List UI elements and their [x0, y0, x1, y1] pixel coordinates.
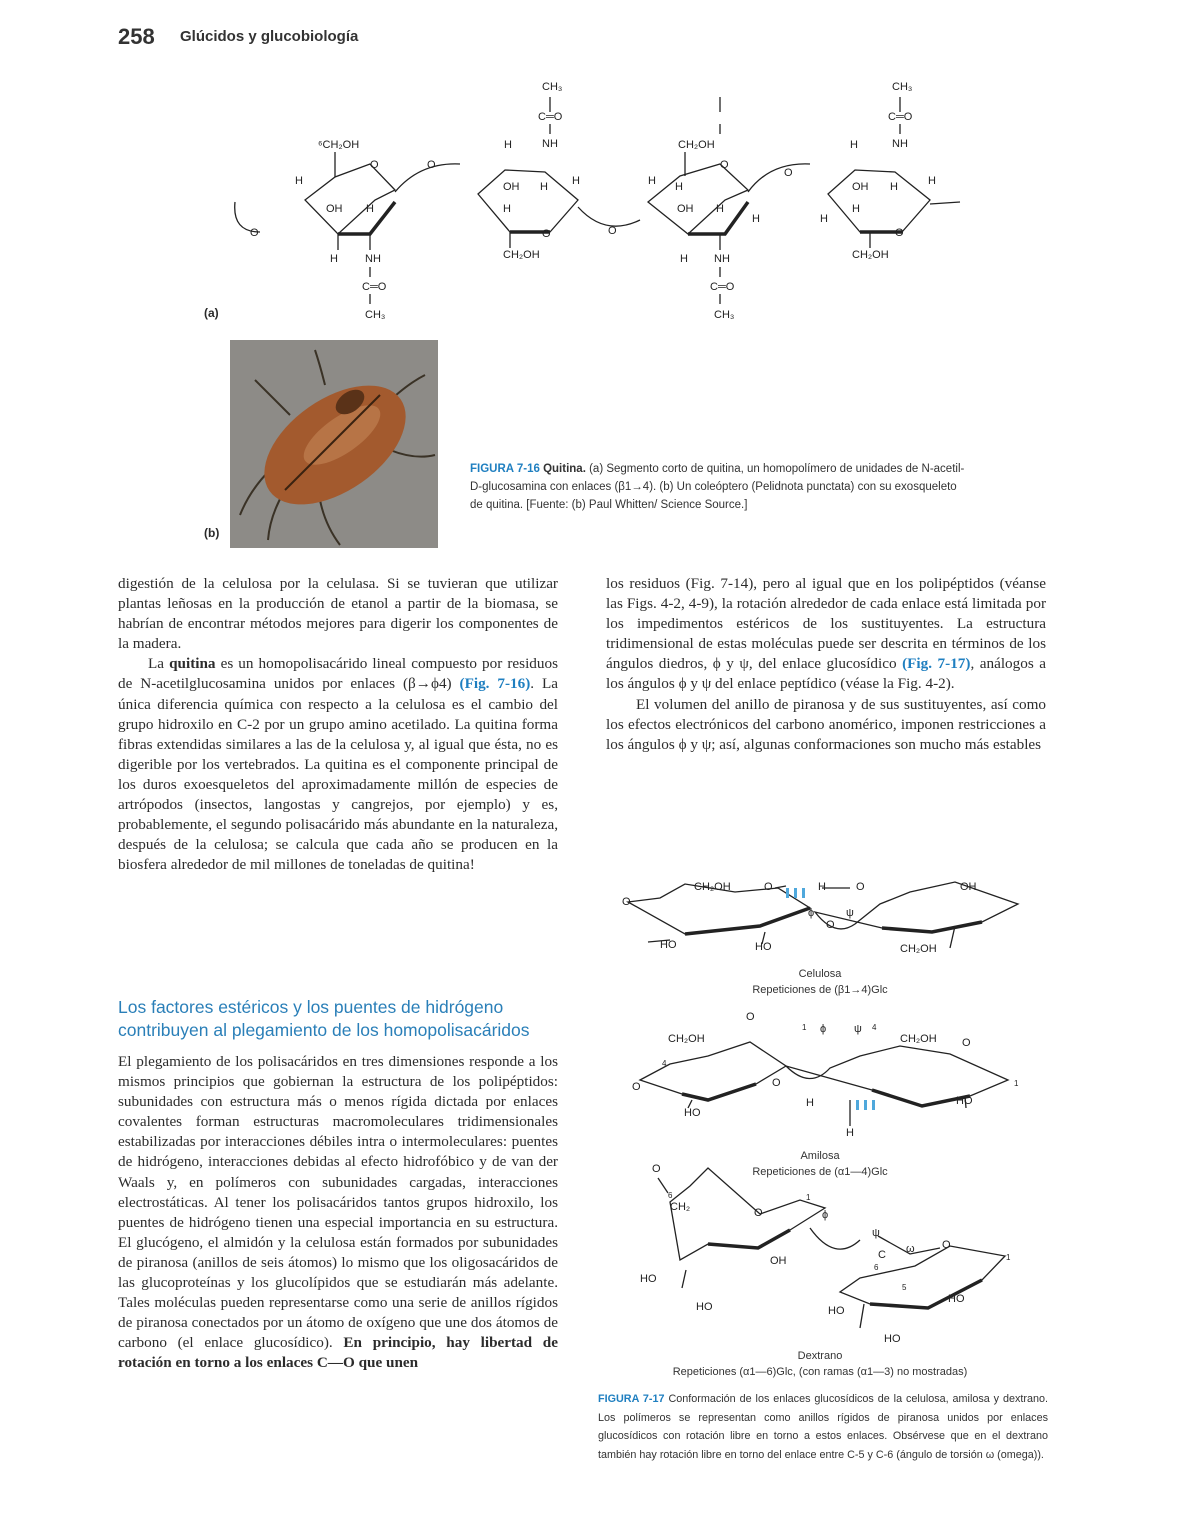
oxygen-label: O [622, 896, 631, 908]
ho-label: HO [660, 939, 677, 951]
ch2oh-label: CH₂OH [900, 943, 937, 955]
ring-oxygen-label: O [895, 227, 904, 239]
oh-label: OH [326, 203, 343, 215]
h-label: H [852, 203, 860, 215]
carbonyl-label: C═O [888, 111, 913, 123]
carbon-number: 5 [902, 1283, 907, 1292]
carbon-number: 6 [874, 1263, 879, 1272]
figure-reference-link[interactable]: (Fig. 7-17) [902, 655, 971, 673]
ho-label: HO [696, 1301, 713, 1313]
figure-7-16-caption [470, 460, 970, 514]
ch3-label: CH₃ [365, 309, 386, 321]
ring-oxygen-label: O [720, 159, 729, 171]
term-quitina: quitina [169, 655, 216, 673]
h-label: H [820, 213, 828, 225]
carbonyl-label: C═O [538, 111, 563, 123]
beetle-photo [230, 340, 438, 548]
linkage-oxygen-label: O [608, 225, 617, 237]
ring-oxygen-label: O [370, 159, 379, 171]
ho-label: HO [948, 1293, 965, 1305]
paragraph: digestión de la celulosa por la celulasa. Si se tuvieran que utilizar plantas leñosas en la producción de etanol a partir de la biomasa, se habrían de encontrar métodos mejores para digerir los componentes de la madera. [118, 575, 558, 653]
page-number: 258 [118, 24, 155, 49]
phi-label: ϕ [820, 1023, 827, 1035]
ch2oh-label: CH₂OH [852, 249, 889, 261]
running-head: Glúcidos y glucobiología [180, 28, 359, 45]
caption-text: Conformación de los enlaces glucosídicos de la celulosa, amilosa y dextrano. Los polímeros se representan como anillos rígidos de piranosa unidos por enlaces glucosídicos con rotación libre en torno a estos enlaces. Obsérvese que en el dextrano también hay rotación libre en torno del enlace entre C-5 y C-6 (ángulo de torsión ω (omega)). [598, 1393, 1049, 1461]
ch2oh-label: CH₂OH [694, 881, 731, 893]
linkage-oxygen-label: O [250, 227, 259, 239]
oxygen-label: O [652, 1163, 661, 1175]
ho-label: HO [684, 1107, 701, 1119]
phi-label: ϕ [822, 1209, 829, 1221]
h-label: H [680, 253, 688, 265]
caption-label: FIGURA 7-16 [470, 463, 540, 475]
ch3-label: CH₃ [714, 309, 735, 321]
left-column-section [118, 1052, 558, 1374]
h-label: H [752, 213, 760, 225]
linkage-oxygen-label: O [784, 167, 793, 179]
ch2oh-label: CH₂OH [900, 1033, 937, 1045]
ho-label: HO [828, 1305, 845, 1317]
h-label: H [716, 203, 724, 215]
figure-7-17-caption [598, 1390, 1048, 1464]
section-heading: Los factores estéricos y los puentes de hidrógeno contribuyen al plegamiento de los homopolisacáridos [118, 997, 530, 1040]
h-label: H [675, 181, 683, 193]
carbonyl-label: C═O [710, 281, 735, 293]
ch2oh-label: CH₂OH [503, 249, 540, 261]
carbon-number: 1 [1014, 1079, 1019, 1088]
paragraph: los residuos (Fig. 7-14), pero al igual que en los polipéptidos (véanse las Figs. 4-2, 4-9), la rotación alrededor de cada enlace está limitada por los impedimentos estéricos de los sustituyentes. La estructura tridimensional de estas moléculas puede ser descrita en términos de los ángulos diedros, ϕ y ψ, del enlace glucosídico (Fig. 7-17), análogos a los ángulos ϕ y ψ del enlace peptídico (véase la Fig. 4-2). [606, 575, 1047, 693]
oh-label: OH [852, 181, 869, 193]
h-label: H [330, 253, 338, 265]
carbon-number: 6 [668, 1191, 673, 1200]
paragraph: La quitina es un homopolisacárido lineal compuesto por residuos de N-acetilglucosamina unidos por enlaces (β→ϕ4) (Fig. 7-16). La única diferencia química con respecto a la celulosa es el cambio del grupo hidroxilo en C-2 por un grupo amino acetilado. La quitina forma fibras extendidas similares a las de la celulosa y, al igual que ésta, no es digerible por los vertebrados. La quitina es el componente principal de los duros exoesqueletos del aproximadamente millón de especies de artrópodos (insectos, langostas y cangrejos, por ejemplo) y es, probablemente, el segundo polisacárido más abundante en la naturaleza, después de la celulosa; se calcula que cada año se producen en la biosfera alrededor de mil millones de toneladas de quitina! [118, 655, 558, 874]
oh-label: OH [677, 203, 694, 215]
h-label: H [890, 181, 898, 193]
ring-oxygen-label: O [746, 1011, 755, 1023]
phi-label: ϕ [808, 907, 815, 919]
h-label: H [846, 1127, 854, 1139]
oh-label: OH [960, 881, 977, 893]
dextran-name: Dextrano [797, 1350, 843, 1362]
nh-label: NH [365, 253, 381, 265]
paragraph: El volumen del anillo de piranosa y de sus sustituyentes, así como los efectos electrónicos del carbono anomérico, imponen restricciones a los ángulos ϕ y ψ; así, algunas conformaciones son mucho más estables [606, 695, 1046, 753]
nh-label: NH [542, 138, 558, 150]
psi-label: ψ [846, 907, 854, 919]
amylose-name: Amilosa [800, 1150, 840, 1162]
carbon-number: 1 [806, 1193, 811, 1202]
oxygen-label: O [826, 919, 835, 931]
ring-oxygen-label: O [942, 1239, 951, 1251]
h-label: H [648, 175, 656, 187]
ch2-label: CH₂ [670, 1201, 691, 1213]
carbon-number: 1 [802, 1023, 807, 1032]
oxygen-label: O [856, 881, 865, 893]
ring-oxygen-label: O [754, 1207, 763, 1219]
caption-text: (a) Segmento corto de quitina, un homopolímero de unidades de N-acetil-D-glucosamina con enlaces (β1→4). (b) Un coleóptero (Pelidnota punctata) con su exosqueleto de quitina. [Fuente: (b) Paul Whitten/ Science Source.] [470, 463, 965, 511]
h-label: H [806, 1097, 814, 1109]
h-label: H [850, 139, 858, 151]
oh-label: OH [503, 181, 520, 193]
chitin-structure-diagram [220, 72, 980, 332]
paragraph: El plegamiento de los polisacáridos en tres dimensiones responde a los mismos principios que gobiernan la estructura de los polipéptidos: subunidades con estructura más o menos rígida dictada por enlaces covalentes forman estructuras macromoleculares tridimensionales estabilizadas por interacciones débiles intra o intermoleculares: puentes de hidrógeno, interacciones debidas al efecto hidrofóbico y de van der Waals y, en polímeros con subunidades cargadas, interacciones electrostáticas. Al tener los polisacáridos tantos grupos hidroxilo, los puentes de hidrógeno tienen una especial importancia en su estructura. El glucógeno, el almidón y la celulosa están formados por subunidades de piranosa (anillos de seis átomos) lo mismo que los oligosacáridos de las glucoproteínas y los glucolípidos que se estudiarán más adelante. Tales moléculas pueden representarse como una serie de anillos rígidos de piranosa conectados por un átomo de oxígeno que une dos átomos de carbono (el enlace glucosídico). En principio, hay libertad de rotación en torno a los enlaces C—O que unen [118, 1053, 558, 1372]
cellulose-name: Celulosa [798, 968, 842, 980]
h-label: H [295, 175, 303, 187]
h-label: H [503, 203, 511, 215]
ho-label: HO [956, 1095, 973, 1107]
carbon-number: 1 [1006, 1253, 1011, 1262]
left-column [118, 574, 558, 875]
nh-label: NH [714, 253, 730, 265]
caption-label: FIGURA 7-17 [598, 1393, 665, 1405]
carbon-label: C [878, 1249, 886, 1261]
panel-a-label: (a) [204, 306, 219, 320]
ring-oxygen-label: O [962, 1037, 971, 1049]
ho-label: HO [755, 941, 772, 953]
ch2oh-label: CH₂OH [668, 1033, 705, 1045]
ch3-label: CH₃ [892, 81, 913, 93]
h-label: H [504, 139, 512, 151]
panel-b-label: (b) [204, 526, 220, 540]
nh-label: NH [892, 138, 908, 150]
carbonyl-label: C═O [362, 281, 387, 293]
h-label: H [928, 175, 936, 187]
carbon-number: 4 [872, 1023, 877, 1032]
cellulose-repeat: Repeticiones de (β1→4)Glc [752, 984, 888, 996]
right-column [606, 574, 1046, 755]
ring-oxygen-label: O [764, 881, 773, 893]
ho-label: HO [640, 1273, 657, 1285]
amylose-repeat: Repeticiones de (α1—4)Glc [752, 1166, 888, 1178]
h-label: H [540, 181, 548, 193]
ch2oh-label: ⁶CH₂OH [318, 139, 360, 151]
beetle-illustration [230, 340, 438, 548]
figure-reference-link[interactable]: (Fig. 7-16) [459, 675, 531, 693]
oxygen-label: O [632, 1081, 641, 1093]
linkage-oxygen-label: O [427, 159, 436, 171]
caption-title: Quitina. [543, 463, 586, 475]
psi-label: ψ [872, 1227, 880, 1239]
ch3-label: CH₃ [542, 81, 563, 93]
omega-label: ω [906, 1243, 915, 1255]
oxygen-label: O [772, 1077, 781, 1089]
dextran-repeat: Repeticiones (α1—6)Glc, (con ramas (α1—3) no mostradas) [672, 1366, 968, 1378]
figure-7-17-diagrams [610, 868, 1050, 1388]
h-label: H [818, 881, 826, 893]
bold-statement: En principio, hay libertad de rotación en torno a los enlaces C—O que unen [118, 1334, 558, 1372]
psi-label: ψ [854, 1023, 862, 1035]
ring-oxygen-label: O [542, 228, 551, 240]
carbon-number: 4 [662, 1059, 667, 1068]
h-label: H [572, 175, 580, 187]
oh-label: OH [770, 1255, 787, 1267]
ch2oh-label: CH₂OH [678, 139, 715, 151]
ho-label: HO [884, 1333, 901, 1345]
h-label: H [366, 203, 374, 215]
